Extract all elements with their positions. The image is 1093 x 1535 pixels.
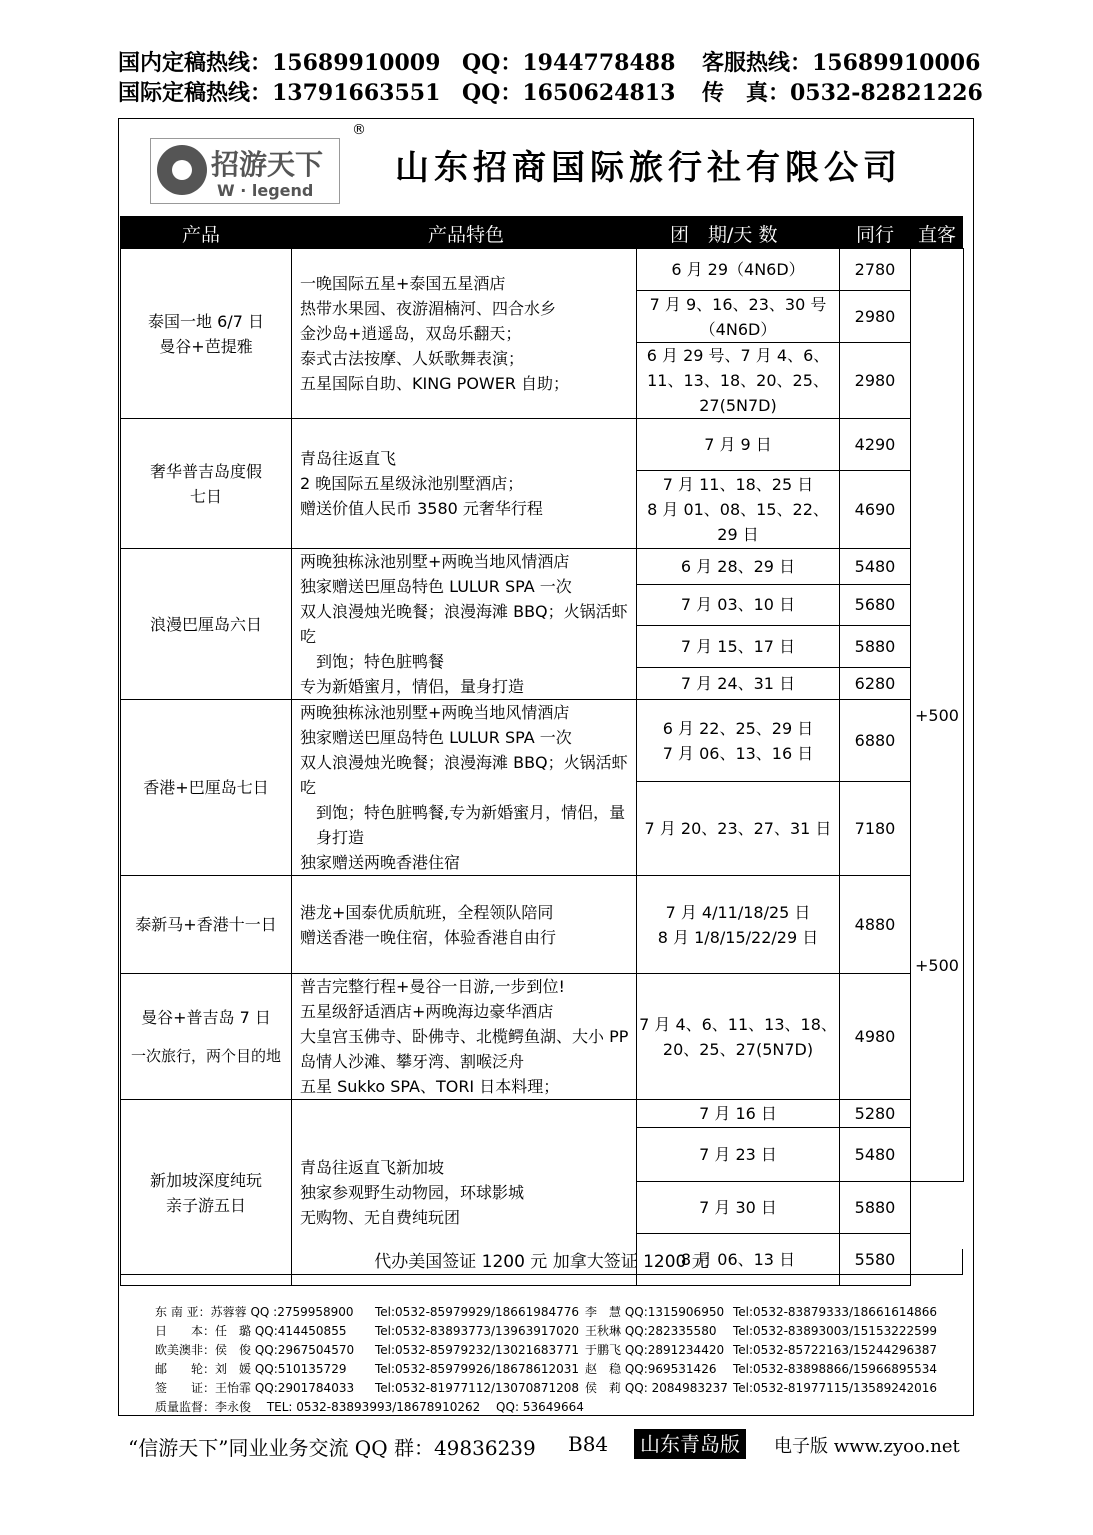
tour-date: 6 月 22、25、29 日 7 月 06、13、16 日 [637,700,840,782]
tour-date: 7 月 4/11/18/25 日 8 月 1/8/15/22/29 日 [637,876,840,974]
tour-date: 7 月 16 日 [637,1100,840,1128]
peer-price: 2780 [840,249,911,291]
contact-name: 邮 轮：刘 媛 QQ:510135729 [155,1362,347,1376]
product-features: 一晚国际五星+泰国五星酒店 热带水果园、夜游湄楠河、四合水乡 金沙岛+逍遥岛，双岛乐翻天； 泰式古法按摩、人妖歌舞表演； 五星国际自助、KING POWER 自助； [292,249,637,419]
product-features: 普吉完整行程+曼谷一日游,一步到位! 五星级舒适酒店+两晚海边豪华酒店 大皇宫玉佛寺、卧佛寺、北榄鳄鱼湖、大小 PP 岛情人沙滩、攀牙湾、割喉泛舟 五星 Sukko SPA、TORI 日本料理； [292,974,637,1100]
tour-date: 6 月 29 号、7 月 4、6、 11、13、18、20、25、 27(5N7D) [637,343,840,419]
product-name: 泰国一地 6/7 日 曼谷+芭提雅 [121,249,292,419]
contact-tel: Tel:0532-81977115/13589242016 [733,1381,938,1395]
product-name: 奢华普吉岛度假 七日 [121,419,292,549]
tour-date: 7 月 24、31 日 [637,668,840,700]
flower-icon [157,145,207,195]
product-name: 泰新马+香港十一日 [121,876,292,974]
peer-price: 4980 [840,974,911,1100]
tour-date: 7 月 9 日 [637,419,840,471]
product-features: 港龙+国泰优质航班，全程领队陪同 赠送香港一晚住宿，体验香港自由行 [292,876,637,974]
contact-tel: Tel:0532-85979232/13021683771 [375,1343,580,1357]
product-name [121,974,292,1100]
table-row [121,700,964,782]
company-name: 山东招商国际旅行社有限公司 [395,148,902,188]
tour-date: 7 月 20、23、27、31 日 [637,782,840,876]
contact-name: 于鹏飞 QQ:2891234420 [585,1343,725,1357]
intl-hotline: 国际定稿热线：13791663551 [118,80,441,106]
table-row [121,876,964,974]
table-row [121,419,964,471]
peer-price: 4290 [840,419,911,471]
contact-tel: Tel:0532-83879333/18661614866 [733,1305,938,1319]
contact-tel: Tel:0532-83893003/15153222599 [733,1324,938,1338]
peer-price: 5480 [840,1128,911,1182]
peer-price: 4880 [840,876,911,974]
logo-subtext: W · legend [217,181,314,200]
product-name: 新加坡深度纯玩 亲子游五日 [121,1100,292,1286]
header-features: 产品特色 [428,224,505,246]
intl-qq: QQ：1650624813 [462,80,676,106]
header-product: 产品 [182,224,221,246]
table-row [121,249,964,291]
peer-price: 7180 [840,782,911,876]
product-features: 青岛往返直飞新加坡 独家参观野生动物园，环球影城 无购物、无自费纯玩团 [292,1100,637,1286]
contact-name: 东 南 亚：苏蓉蓉 QQ :2759958900 [155,1305,354,1319]
contact-name: 日 本：任 璐 QQ:414450855 [155,1324,347,1338]
product-subtitle: 一次旅行，两个目的地 [130,1046,281,1065]
edition-badge: 山东青岛版 [634,1429,746,1459]
contact-tel: Tel:0532-83893773/13963917020 [375,1324,580,1338]
product-features: 青岛往返直飞 2 晚国际五星级泳池别墅酒店； 赠送价值人民币 3580 元奢华行程 [292,419,637,549]
tour-date: 7 月 23 日 [637,1128,840,1182]
contact-name: 赵 稳 QQ:969531426 [585,1362,717,1376]
peer-price: 6880 [840,700,911,782]
product-features: 两晚独栋泳池别墅+两晚当地风情酒店 独家赠送巴厘岛特色 LULUR SPA 一次 双人浪漫烛光晚餐；浪漫海滩 BBQ；火锅活虾吃 到饱；特色脏鸭餐 专为新婚蜜月，情侣，量身打造 [292,549,637,700]
table-row [121,1100,964,1128]
product-name: 香港+巴厘岛七日 [121,700,292,876]
service-hotline: 客服热线：15689910006 [702,50,981,76]
visa-notice: 代办美国签证 1200 元 加拿大签证 1200 元 [120,1249,963,1275]
peer-price: 6280 [840,668,911,700]
page-number: B84 [568,1432,609,1456]
tour-date: 8 月 06、13 日 [637,1234,840,1286]
contact-tel: Tel:0532-85722163/15244296387 [733,1343,938,1357]
product-table [120,248,964,1286]
peer-price: 5580 [840,1234,911,1286]
tour-date: 7 月 03、10 日 [637,585,840,626]
peer-price: 5880 [840,625,911,668]
tour-date: 7 月 9、16、23、30 号 （4N6D） [637,291,840,343]
contact-name: 李 慧 QQ:1315906950 [585,1305,725,1319]
contact-tel: Tel:0532-85979929/18661984776 [375,1305,580,1319]
contact-tel: Tel:0532-85979926/18678612031 [375,1362,580,1376]
peer-price: 4690 [840,471,911,549]
tour-date: 6 月 28、29 日 [637,549,840,585]
peer-price: 5280 [840,1100,911,1128]
table-header [120,216,963,248]
header-direct: 直客 [918,224,957,246]
header-dates: 团 期/天 数 [670,224,778,246]
product-name: 浪漫巴厘岛六日 [121,549,292,700]
table-row [121,549,964,585]
logo-text: 招游天下 [211,148,324,181]
tour-date: 7 月 15、17 日 [637,625,840,668]
domestic-qq: QQ：1944778488 [462,50,676,76]
direct-price-2: +500 [915,956,959,975]
contact-tel: Tel:0532-81977112/13070871208 [375,1381,580,1395]
peer-price: 5880 [840,1182,911,1234]
tour-date: 7 月 4、6、11、13、18、 20、25、27(5N7D) [637,974,840,1100]
tour-date: 6 月 29（4N6D） [637,249,840,291]
product-features: 两晚独栋泳池别墅+两晚当地风情酒店 独家赠送巴厘岛特色 LULUR SPA 一次 双人浪漫烛光晚餐；浪漫海滩 BBQ；火锅活虾吃 到饱；特色脏鸭餐,专为新婚蜜月，情侣，量 身打造 独家赠送两晚香港住宿 [292,700,637,876]
tour-date: 7 月 11、18、25 日 8 月 01、08、15、22、 29 日 [637,471,840,549]
quality-supervisor: 质量监督：李永俊 TEL: 0532-83893993/18678910262 QQ: 53649664 [155,1400,584,1414]
peer-price: 5680 [840,585,911,626]
footer [128,1428,978,1462]
direct-price: +500 [911,249,964,1182]
tour-date: 7 月 30 日 [637,1182,840,1234]
peer-price: 5480 [840,549,911,585]
domestic-hotline: 国内定稿热线：15689910009 [118,50,441,76]
peer-price: 2980 [840,291,911,343]
fax: 传 真：0532-82821226 [702,80,983,106]
table-row [121,974,964,1100]
contact-name: 欧美澳非：侯 俊 QQ:2967504570 [155,1343,355,1357]
registered-mark: ® [352,122,366,138]
brand-logo [150,138,340,204]
header-peer: 同行 [856,224,895,246]
product-title: 曼谷+普吉岛 7 日 [141,1007,271,1027]
contact-name: 王秋琳 QQ:282335580 [585,1324,717,1338]
contact-tel: Tel:0532-83898866/15966895534 [733,1362,938,1376]
contact-name: 签 证：王怡霏 QQ:2901784033 [155,1381,355,1395]
website: 电子版 www.zyoo.net [774,1436,960,1457]
peer-price: 2980 [840,343,911,419]
contact-name: 侯 莉 QQ: 2084983237 [585,1381,728,1395]
qq-group: “信游天下”同业业务交流 QQ 群：49836239 [128,1436,536,1460]
